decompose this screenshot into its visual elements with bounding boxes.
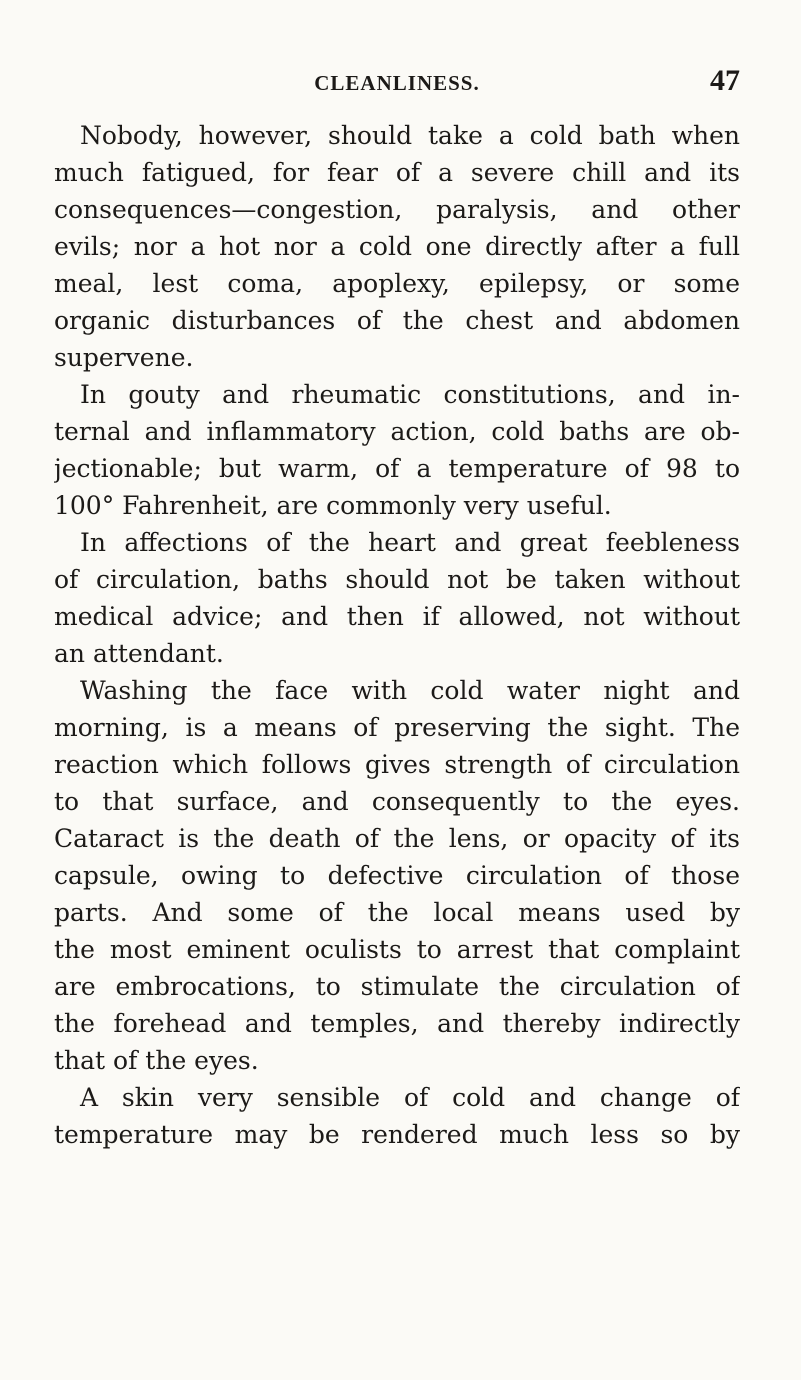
text-line: of circulation, baths should not be taken without	[54, 565, 740, 594]
text-line: that of the eyes.	[54, 1046, 259, 1075]
text-line: ternal and inflammatory action, cold baths are ob-	[54, 417, 740, 446]
running-head: CLEANLINESS.	[314, 71, 480, 95]
text-line: reaction which follows gives strength of circulation	[54, 750, 740, 779]
text-line: Washing the face with cold water night and	[80, 676, 740, 705]
text-line: 100° Fahrenheit, are commonly very useful.	[54, 491, 612, 520]
text-line: the forehead and temples, and thereby indirectly	[54, 1009, 740, 1038]
text-line: In gouty and rheumatic constitutions, and in-	[80, 380, 740, 409]
text-line: Nobody, however, should take a cold bath when	[80, 121, 740, 150]
text-line: to that surface, and consequently to the eyes.	[54, 787, 740, 816]
text-line: supervene.	[54, 343, 194, 372]
text-line: Cataract is the death of the lens, or opacity of its	[54, 824, 740, 853]
text-line: A skin very sensible of cold and change of	[80, 1083, 740, 1112]
text-line: temperature may be rendered much less so by	[54, 1120, 740, 1149]
body-text	[54, 117, 740, 1153]
text-line: jectionable; but warm, of a temperature of 98 to	[54, 454, 740, 483]
text-line: In affections of the heart and great feebleness	[80, 528, 740, 557]
text-line: organic disturbances of the chest and abdomen	[54, 306, 740, 335]
page-header	[54, 64, 740, 98]
text-line: are embrocations, to stimulate the circulation of	[54, 972, 740, 1001]
text-line: medical advice; and then if allowed, not without	[54, 602, 740, 631]
text-line: the most eminent oculists to arrest that complaint	[54, 935, 740, 964]
text-line: meal, lest coma, apoplexy, epilepsy, or some	[54, 269, 740, 298]
text-line: evils; nor a hot nor a cold one directly after a full	[54, 232, 740, 261]
text-line: much fatigued, for fear of a severe chill and its	[54, 158, 740, 187]
text-line: morning, is a means of preserving the sight. The	[54, 713, 740, 742]
text-line: an attendant.	[54, 639, 224, 668]
text-line: capsule, owing to defective circulation of those	[54, 861, 740, 890]
page-number: 47	[710, 64, 740, 97]
text-line: consequences—congestion, paralysis, and other	[54, 195, 740, 224]
text-line: parts. And some of the local means used by	[54, 898, 740, 927]
